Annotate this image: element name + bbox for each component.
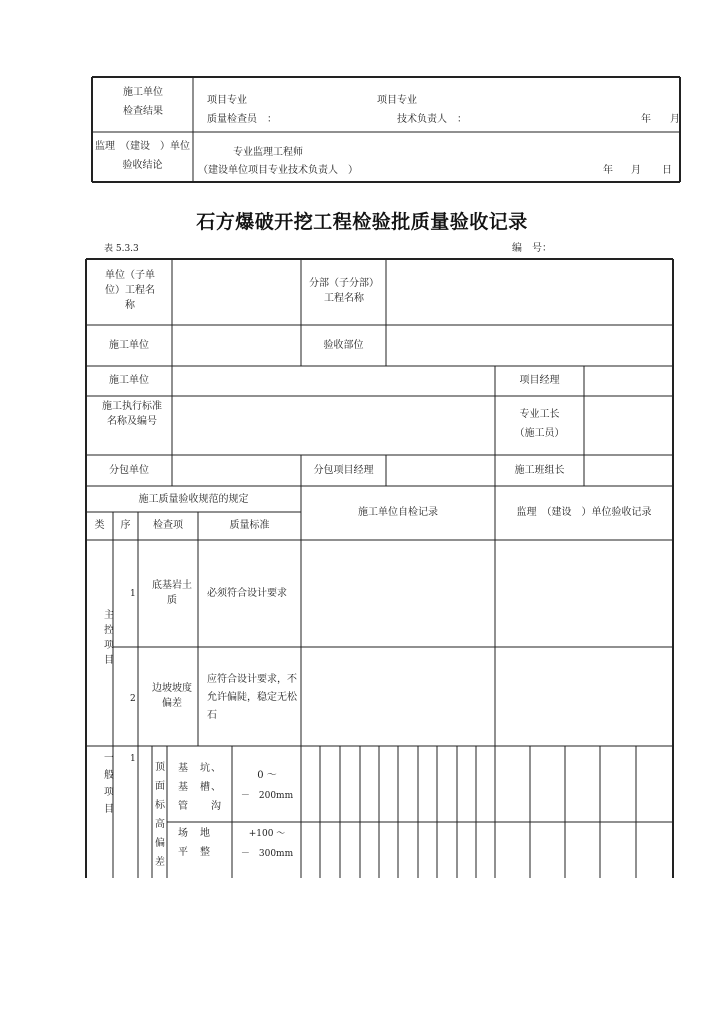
construction-unit-label-2: 施工单位	[109, 375, 149, 386]
unit-project-label: 单位（子单位）工程名称	[105, 270, 155, 311]
general-seq: 1	[130, 754, 136, 764]
general-item-name: 顶面标高偏差	[155, 762, 165, 868]
sub-item-1-name: 基 坑、基 槽、管 沟	[178, 763, 222, 812]
self-check-header: 施工单位自检记录	[358, 507, 438, 518]
supervision-conclusion-label-2: 验收结论	[122, 160, 163, 171]
foreman-label-1: 专业工长	[519, 409, 560, 420]
month-label-2: 月	[631, 165, 641, 176]
year-label-1: 年	[641, 114, 651, 125]
main-control-label: 主控项目	[104, 610, 114, 666]
owner-technical-leader-label: （建设单位项目专业技术负责人 ）	[198, 165, 358, 176]
item-2-seq: 2	[130, 694, 136, 704]
construction-unit-label: 施工单位	[109, 340, 149, 351]
inspection-result-label-1: 施工单位	[123, 87, 163, 98]
division-project-label: 分部（子分部）工程名称	[309, 278, 379, 304]
project-manager-label: 项目经理	[519, 375, 560, 386]
acceptance-part-label: 验收部位	[323, 340, 364, 351]
quality-inspector-label: 质量检查员 ：	[207, 114, 277, 125]
subcontractor-label: 分包单位	[109, 465, 149, 476]
supervision-record-header: 监理 （建设 ）单位验收记录	[516, 507, 652, 518]
month-label-1: 月	[670, 114, 680, 125]
item-2-standard: 应符合设计要求，不允许偏陡，稳定无松石	[207, 674, 297, 721]
team-leader-label: 施工班组长	[514, 465, 565, 476]
supervising-engineer-label: 专业监理工程师	[233, 147, 303, 158]
item-1-seq: 1	[130, 589, 136, 599]
standard-label: 施工执行标准名称及编号	[102, 401, 162, 427]
year-label-2: 年	[603, 165, 613, 176]
col-standard: 质量标准	[229, 520, 270, 531]
sub-manager-label: 分包项目经理	[313, 465, 374, 476]
spec-header: 施工质量验收规范的规定	[138, 494, 249, 505]
sub-item-2-line1: +100 ～	[248, 829, 286, 839]
day-label-2: 日	[662, 165, 672, 176]
page-title: 石方爆破开挖工程检验批质量验收记录	[196, 211, 528, 233]
col-seq: 序	[120, 520, 131, 531]
col-category: 类	[94, 520, 105, 531]
item-1-standard: 必须符合设计要求	[207, 588, 287, 599]
table-number: 表 5.3.3	[104, 244, 139, 254]
foreman-label-2: （施工员）	[514, 428, 565, 439]
inspection-result-label-2: 检查结果	[123, 106, 163, 117]
sub-item-1-line2: － 200mm	[240, 791, 294, 801]
sub-item-2-line2: － 300mm	[240, 849, 294, 859]
item-2-name: 边坡坡度偏差	[152, 683, 192, 709]
general-items-label: 一般项目	[104, 753, 114, 815]
technical-leader-label: 技术负责人 ：	[397, 114, 467, 125]
project-major-label-2: 项目专业	[377, 95, 417, 106]
sub-item-1-line1: 0 ～	[257, 770, 277, 781]
project-major-label: 项目专业	[207, 95, 247, 106]
supervision-conclusion-label-1: 监理 （建设 ）单位	[95, 141, 190, 152]
code-label: 编 号：	[512, 243, 552, 254]
item-1-name: 底基岩土质	[152, 580, 192, 606]
col-item: 检查项	[153, 520, 183, 531]
sub-item-2-name: 场 地 平 整	[178, 828, 222, 858]
